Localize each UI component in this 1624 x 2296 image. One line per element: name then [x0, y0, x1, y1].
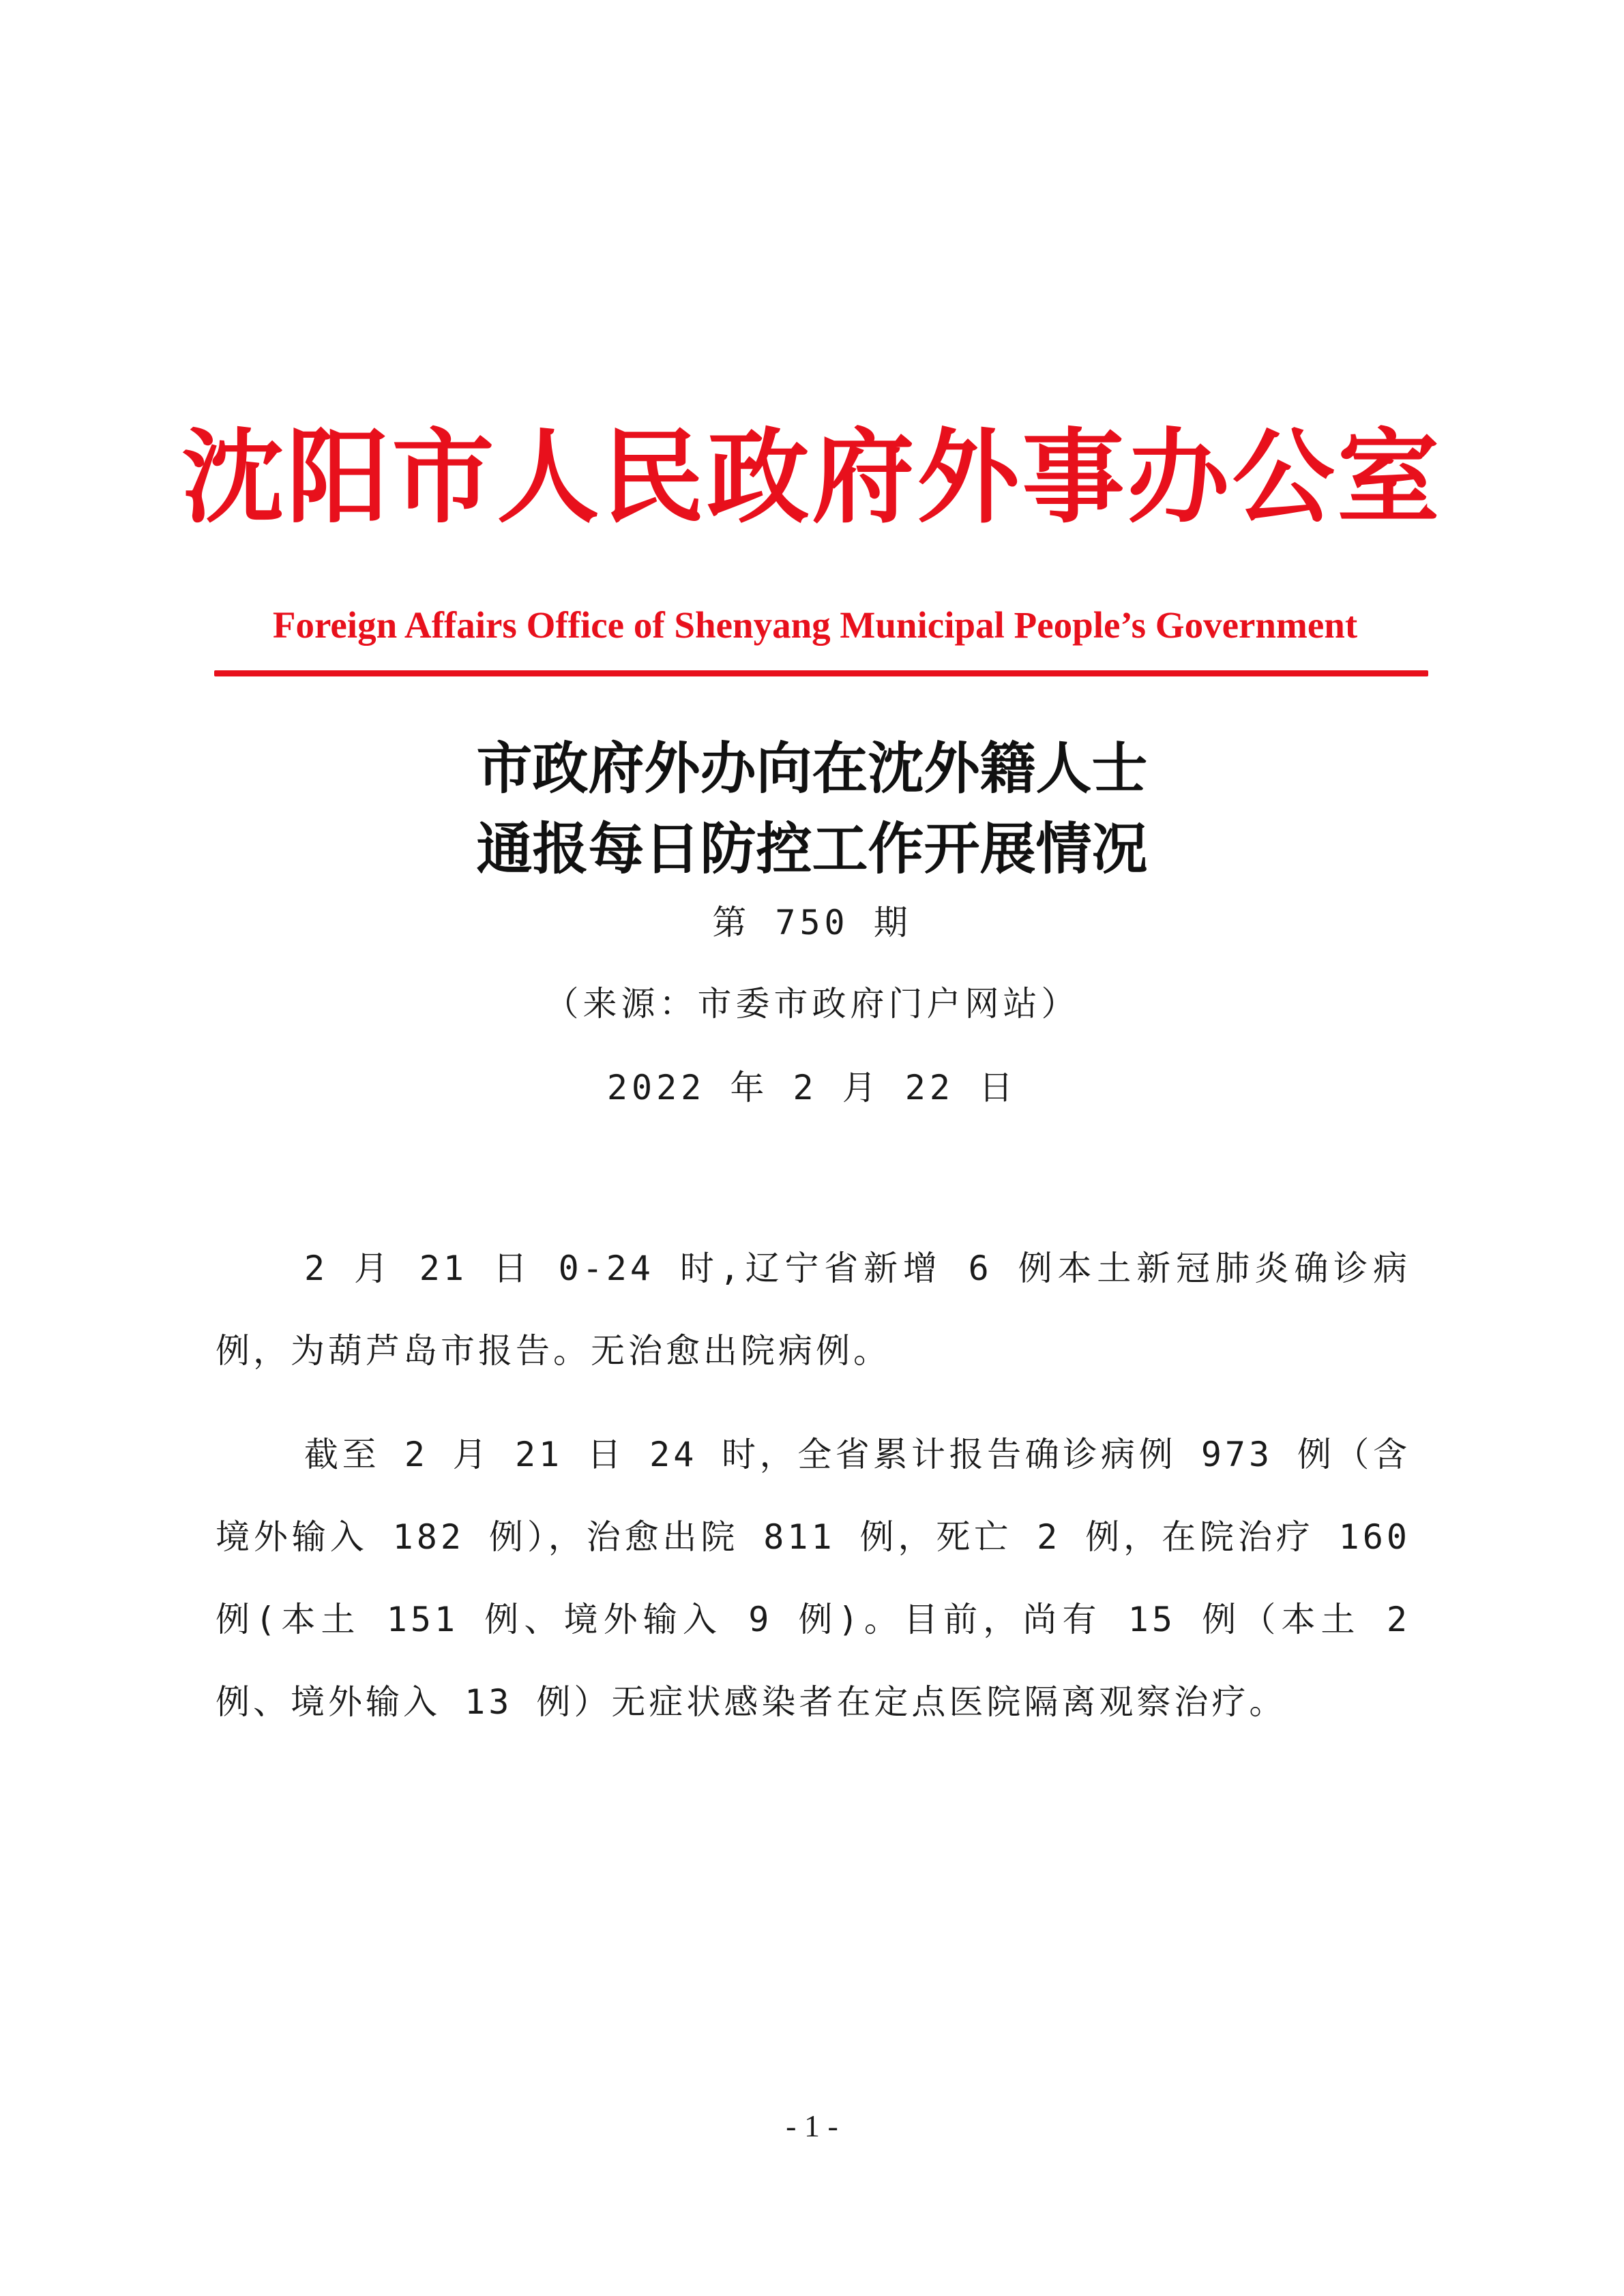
paragraph-new-cases: 2 月 21 日 0-24 时,辽宁省新增 6 例本土新冠肺炎确诊病例，为葫芦岛市报告。无治愈出院病例。 — [216, 1249, 1411, 1371]
letterhead-subtitle: Foreign Affairs Office of Shenyang Municipal People’s Government — [272, 604, 1358, 646]
page-number: - 1 - — [786, 2108, 838, 2143]
paragraph-cumulative-stats: 截至 2 月 21 日 24 时，全省累计报告确诊病例 973 例（含境外输入 182 例），治愈出院 811 例，死亡 2 例，在院治疗 160 例(本土 151 例、境外输入 9 例)。目前，尚有 15 例（本土 2 例、境外输入 13 例）无症状感染者在定点医院隔离观察治疗。 — [216, 1435, 1411, 1722]
letterhead-divider — [214, 670, 1428, 676]
issue-number: 第 750 期 — [712, 903, 912, 942]
publication-date: 2022 年 2 月 22 日 — [606, 1068, 1018, 1107]
document-title-line-2: 通报每日防控工作开展情况 — [476, 816, 1148, 882]
body-text — [216, 1227, 1411, 1765]
document-title-line-1: 市政府外办向在沈外籍人士 — [476, 736, 1148, 801]
letterhead-title: 沈阳市人民政府外事办公室 — [181, 417, 1443, 537]
source-note: （来源：市委市政府门户网站） — [544, 984, 1080, 1024]
